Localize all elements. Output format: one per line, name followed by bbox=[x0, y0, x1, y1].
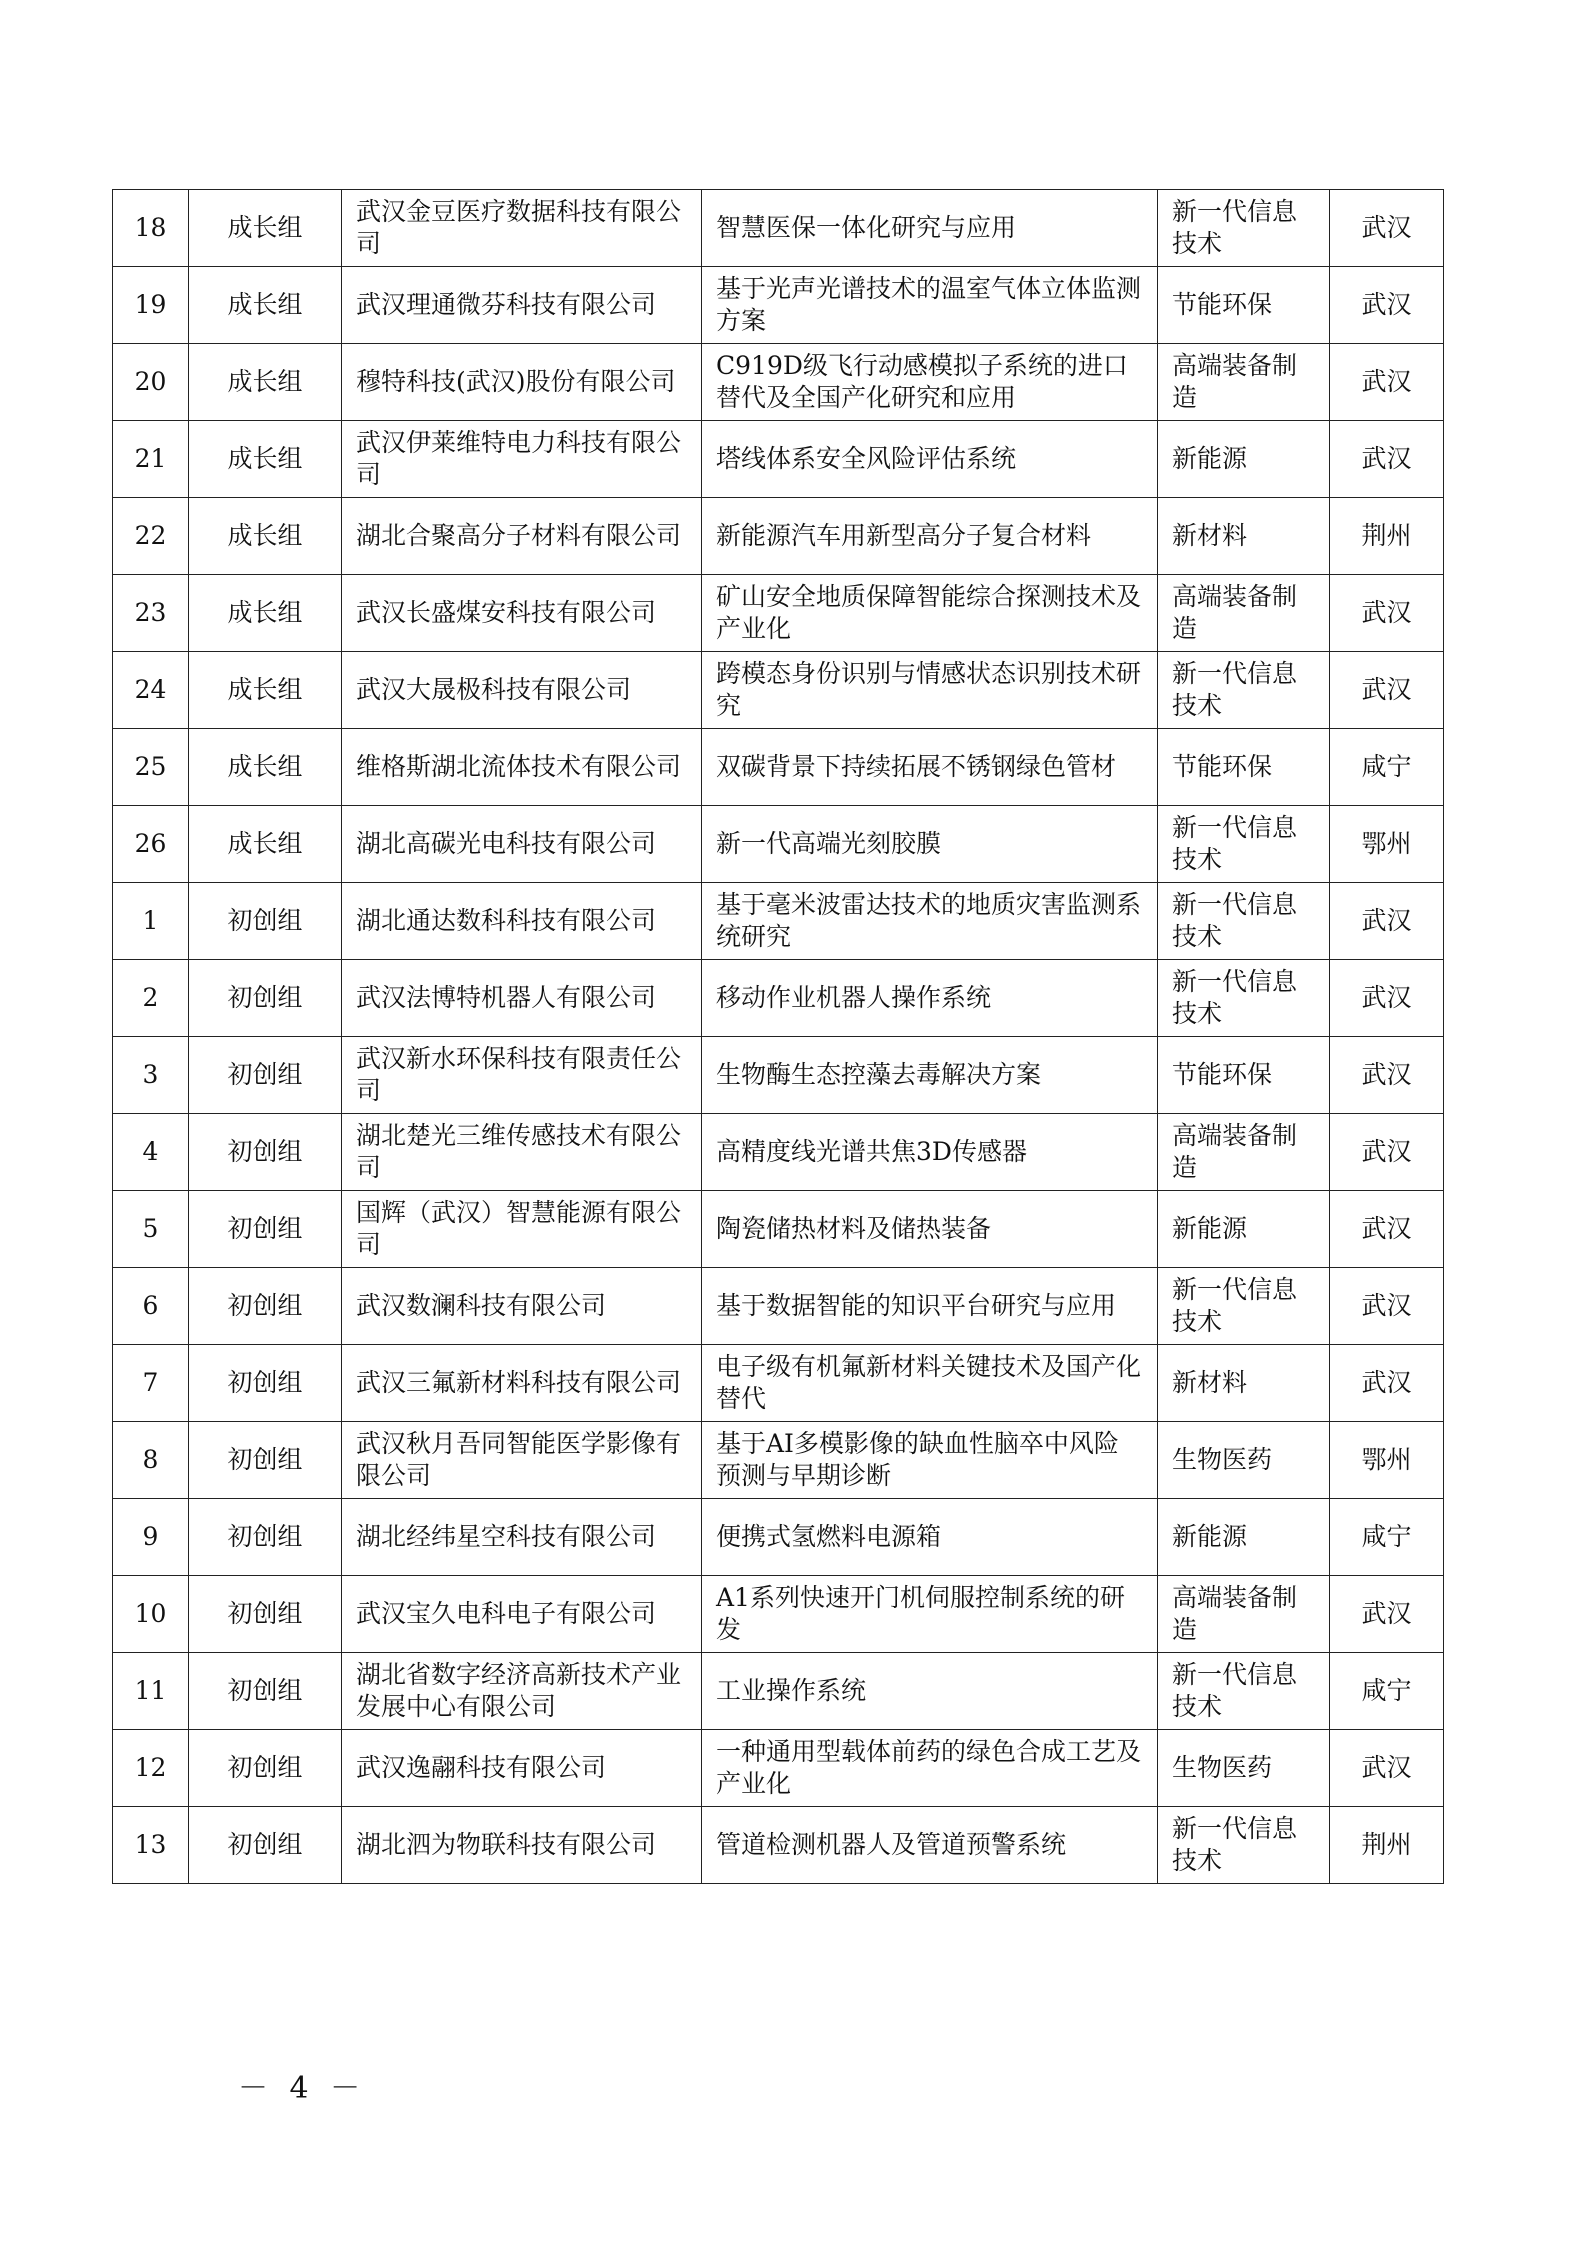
project-cell: 塔线体系安全风险评估系统 bbox=[702, 421, 1158, 498]
group-cell: 初创组 bbox=[189, 960, 342, 1037]
group-cell: 成长组 bbox=[189, 344, 342, 421]
row-number: 2 bbox=[113, 960, 189, 1037]
group-cell: 成长组 bbox=[189, 575, 342, 652]
table-body bbox=[113, 190, 1444, 1884]
table-row bbox=[113, 883, 1444, 960]
city-cell: 武汉 bbox=[1330, 1268, 1444, 1345]
table-row bbox=[113, 1268, 1444, 1345]
project-cell: 基于数据智能的知识平台研究与应用 bbox=[702, 1268, 1158, 1345]
city-cell: 咸宁 bbox=[1330, 1499, 1444, 1576]
group-cell: 成长组 bbox=[189, 421, 342, 498]
table-row bbox=[113, 498, 1444, 575]
row-number: 26 bbox=[113, 806, 189, 883]
row-number: 18 bbox=[113, 190, 189, 267]
project-cell: 一种通用型载体前药的绿色合成工艺及产业化 bbox=[702, 1730, 1158, 1807]
project-cell: 电子级有机氟新材料关键技术及国产化替代 bbox=[702, 1345, 1158, 1422]
field-cell: 高端装备制造 bbox=[1158, 344, 1330, 421]
company-cell: 湖北高碳光电科技有限公司 bbox=[342, 806, 702, 883]
project-cell: C919D级飞行动感模拟子系统的进口替代及全国产化研究和应用 bbox=[702, 344, 1158, 421]
group-cell: 成长组 bbox=[189, 652, 342, 729]
company-cell: 武汉三氟新材料科技有限公司 bbox=[342, 1345, 702, 1422]
project-cell: 智慧医保一体化研究与应用 bbox=[702, 190, 1158, 267]
group-cell: 初创组 bbox=[189, 1037, 342, 1114]
field-cell: 高端装备制造 bbox=[1158, 575, 1330, 652]
project-cell: 新一代高端光刻胶膜 bbox=[702, 806, 1158, 883]
city-cell: 咸宁 bbox=[1330, 1653, 1444, 1730]
page-number: － 4 － bbox=[238, 2071, 367, 2106]
city-cell: 武汉 bbox=[1330, 1345, 1444, 1422]
company-cell: 武汉大晟极科技有限公司 bbox=[342, 652, 702, 729]
field-cell: 新一代信息技术 bbox=[1158, 1807, 1330, 1884]
company-cell: 武汉金豆医疗数据科技有限公司 bbox=[342, 190, 702, 267]
company-cell: 武汉伊莱维特电力科技有限公司 bbox=[342, 421, 702, 498]
city-cell: 武汉 bbox=[1330, 960, 1444, 1037]
city-cell: 咸宁 bbox=[1330, 729, 1444, 806]
company-cell: 维格斯湖北流体技术有限公司 bbox=[342, 729, 702, 806]
field-cell: 新材料 bbox=[1158, 1345, 1330, 1422]
row-number: 22 bbox=[113, 498, 189, 575]
group-cell: 成长组 bbox=[189, 498, 342, 575]
group-cell: 初创组 bbox=[189, 1653, 342, 1730]
company-cell: 武汉法博特机器人有限公司 bbox=[342, 960, 702, 1037]
field-cell: 新能源 bbox=[1158, 1191, 1330, 1268]
project-cell: 跨模态身份识别与情感状态识别技术研究 bbox=[702, 652, 1158, 729]
city-cell: 武汉 bbox=[1330, 1576, 1444, 1653]
project-cell: 移动作业机器人操作系统 bbox=[702, 960, 1158, 1037]
row-number: 13 bbox=[113, 1807, 189, 1884]
table-row bbox=[113, 1499, 1444, 1576]
city-cell: 武汉 bbox=[1330, 421, 1444, 498]
project-cell: 基于AI多模影像的缺血性脑卒中风险预测与早期诊断 bbox=[702, 1422, 1158, 1499]
city-cell: 荆州 bbox=[1330, 1807, 1444, 1884]
table-row bbox=[113, 1422, 1444, 1499]
group-cell: 初创组 bbox=[189, 1576, 342, 1653]
project-cell: A1系列快速开门机伺服控制系统的研发 bbox=[702, 1576, 1158, 1653]
field-cell: 新一代信息技术 bbox=[1158, 1653, 1330, 1730]
group-cell: 成长组 bbox=[189, 806, 342, 883]
field-cell: 生物医药 bbox=[1158, 1422, 1330, 1499]
city-cell: 鄂州 bbox=[1330, 1422, 1444, 1499]
field-cell: 新一代信息技术 bbox=[1158, 1268, 1330, 1345]
row-number: 6 bbox=[113, 1268, 189, 1345]
city-cell: 武汉 bbox=[1330, 652, 1444, 729]
company-cell: 武汉新水环保科技有限责任公司 bbox=[342, 1037, 702, 1114]
project-cell: 新能源汽车用新型高分子复合材料 bbox=[702, 498, 1158, 575]
table-row bbox=[113, 1807, 1444, 1884]
group-cell: 初创组 bbox=[189, 1422, 342, 1499]
group-cell: 成长组 bbox=[189, 729, 342, 806]
company-cell: 武汉数澜科技有限公司 bbox=[342, 1268, 702, 1345]
city-cell: 武汉 bbox=[1330, 883, 1444, 960]
field-cell: 节能环保 bbox=[1158, 267, 1330, 344]
table-row bbox=[113, 344, 1444, 421]
table-row bbox=[113, 806, 1444, 883]
table-row bbox=[113, 960, 1444, 1037]
project-cell: 便携式氢燃料电源箱 bbox=[702, 1499, 1158, 1576]
field-cell: 新一代信息技术 bbox=[1158, 883, 1330, 960]
company-cell: 武汉宝久电科电子有限公司 bbox=[342, 1576, 702, 1653]
company-cell: 武汉秋月吾同智能医学影像有限公司 bbox=[342, 1422, 702, 1499]
row-number: 21 bbox=[113, 421, 189, 498]
field-cell: 生物医药 bbox=[1158, 1730, 1330, 1807]
city-cell: 荆州 bbox=[1330, 498, 1444, 575]
table-row bbox=[113, 575, 1444, 652]
row-number: 3 bbox=[113, 1037, 189, 1114]
table-row bbox=[113, 421, 1444, 498]
row-number: 19 bbox=[113, 267, 189, 344]
project-cell: 高精度线光谱共焦3D传感器 bbox=[702, 1114, 1158, 1191]
row-number: 25 bbox=[113, 729, 189, 806]
group-cell: 初创组 bbox=[189, 883, 342, 960]
row-number: 5 bbox=[113, 1191, 189, 1268]
project-cell: 双碳背景下持续拓展不锈钢绿色管材 bbox=[702, 729, 1158, 806]
company-cell: 武汉理通微芬科技有限公司 bbox=[342, 267, 702, 344]
table-row bbox=[113, 1114, 1444, 1191]
project-cell: 生物酶生态控藻去毒解决方案 bbox=[702, 1037, 1158, 1114]
company-cell: 湖北通达数科科技有限公司 bbox=[342, 883, 702, 960]
project-list-table bbox=[112, 189, 1444, 1884]
company-cell: 湖北省数字经济高新技术产业发展中心有限公司 bbox=[342, 1653, 702, 1730]
company-cell: 湖北经纬星空科技有限公司 bbox=[342, 1499, 702, 1576]
field-cell: 节能环保 bbox=[1158, 729, 1330, 806]
field-cell: 高端装备制造 bbox=[1158, 1576, 1330, 1653]
group-cell: 初创组 bbox=[189, 1114, 342, 1191]
table-row bbox=[113, 1037, 1444, 1114]
project-cell: 基于毫米波雷达技术的地质灾害监测系统研究 bbox=[702, 883, 1158, 960]
field-cell: 节能环保 bbox=[1158, 1037, 1330, 1114]
city-cell: 武汉 bbox=[1330, 1191, 1444, 1268]
company-cell: 国辉（武汉）智慧能源有限公司 bbox=[342, 1191, 702, 1268]
table-row bbox=[113, 1191, 1444, 1268]
group-cell: 成长组 bbox=[189, 267, 342, 344]
field-cell: 新一代信息技术 bbox=[1158, 190, 1330, 267]
project-cell: 陶瓷储热材料及储热装备 bbox=[702, 1191, 1158, 1268]
city-cell: 武汉 bbox=[1330, 344, 1444, 421]
field-cell: 新一代信息技术 bbox=[1158, 960, 1330, 1037]
table-row bbox=[113, 652, 1444, 729]
company-cell: 湖北楚光三维传感技术有限公司 bbox=[342, 1114, 702, 1191]
field-cell: 高端装备制造 bbox=[1158, 1114, 1330, 1191]
row-number: 20 bbox=[113, 344, 189, 421]
field-cell: 新一代信息技术 bbox=[1158, 652, 1330, 729]
group-cell: 初创组 bbox=[189, 1191, 342, 1268]
project-cell: 矿山安全地质保障智能综合探测技术及产业化 bbox=[702, 575, 1158, 652]
row-number: 12 bbox=[113, 1730, 189, 1807]
company-cell: 湖北合聚高分子材料有限公司 bbox=[342, 498, 702, 575]
table-row bbox=[113, 1576, 1444, 1653]
row-number: 24 bbox=[113, 652, 189, 729]
field-cell: 新能源 bbox=[1158, 421, 1330, 498]
company-cell: 穆特科技(武汉)股份有限公司 bbox=[342, 344, 702, 421]
table-row bbox=[113, 267, 1444, 344]
city-cell: 鄂州 bbox=[1330, 806, 1444, 883]
company-cell: 武汉逸翮科技有限公司 bbox=[342, 1730, 702, 1807]
city-cell: 武汉 bbox=[1330, 190, 1444, 267]
row-number: 10 bbox=[113, 1576, 189, 1653]
city-cell: 武汉 bbox=[1330, 575, 1444, 652]
row-number: 4 bbox=[113, 1114, 189, 1191]
city-cell: 武汉 bbox=[1330, 1114, 1444, 1191]
group-cell: 初创组 bbox=[189, 1730, 342, 1807]
table-row bbox=[113, 1345, 1444, 1422]
row-number: 8 bbox=[113, 1422, 189, 1499]
table-row bbox=[113, 1730, 1444, 1807]
project-cell: 管道检测机器人及管道预警系统 bbox=[702, 1807, 1158, 1884]
row-number: 11 bbox=[113, 1653, 189, 1730]
table-row bbox=[113, 1653, 1444, 1730]
group-cell: 初创组 bbox=[189, 1807, 342, 1884]
city-cell: 武汉 bbox=[1330, 267, 1444, 344]
group-cell: 成长组 bbox=[189, 190, 342, 267]
row-number: 1 bbox=[113, 883, 189, 960]
project-cell: 基于光声光谱技术的温室气体立体监测方案 bbox=[702, 267, 1158, 344]
group-cell: 初创组 bbox=[189, 1345, 342, 1422]
field-cell: 新材料 bbox=[1158, 498, 1330, 575]
row-number: 7 bbox=[113, 1345, 189, 1422]
table-row bbox=[113, 190, 1444, 267]
group-cell: 初创组 bbox=[189, 1499, 342, 1576]
row-number: 23 bbox=[113, 575, 189, 652]
company-cell: 湖北泗为物联科技有限公司 bbox=[342, 1807, 702, 1884]
city-cell: 武汉 bbox=[1330, 1037, 1444, 1114]
field-cell: 新一代信息技术 bbox=[1158, 806, 1330, 883]
row-number: 9 bbox=[113, 1499, 189, 1576]
field-cell: 新能源 bbox=[1158, 1499, 1330, 1576]
city-cell: 武汉 bbox=[1330, 1730, 1444, 1807]
group-cell: 初创组 bbox=[189, 1268, 342, 1345]
project-cell: 工业操作系统 bbox=[702, 1653, 1158, 1730]
table-row bbox=[113, 729, 1444, 806]
company-cell: 武汉长盛煤安科技有限公司 bbox=[342, 575, 702, 652]
